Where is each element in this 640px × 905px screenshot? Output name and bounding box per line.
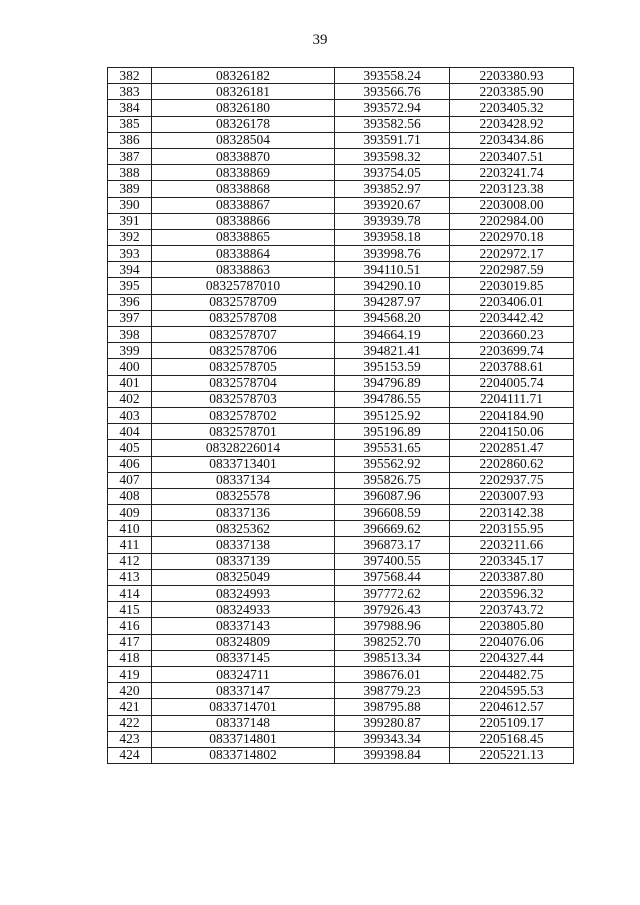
table-row xyxy=(108,262,574,278)
point-number-cell: 423 xyxy=(108,731,152,747)
point-id-cell: 08326182 xyxy=(152,68,335,84)
point-number-cell: 404 xyxy=(108,424,152,440)
point-id-cell: 08328504 xyxy=(152,132,335,148)
x-coordinate-cell: 395826.75 xyxy=(335,472,450,488)
x-coordinate-cell: 399343.34 xyxy=(335,731,450,747)
point-id-cell: 08324993 xyxy=(152,586,335,602)
y-coordinate-cell: 2203805.80 xyxy=(450,618,574,634)
point-number-cell: 399 xyxy=(108,343,152,359)
x-coordinate-cell: 393566.76 xyxy=(335,84,450,100)
point-number-cell: 417 xyxy=(108,634,152,650)
point-number-cell: 396 xyxy=(108,294,152,310)
point-id-cell: 08325578 xyxy=(152,488,335,504)
page-number: 39 xyxy=(312,32,328,48)
table-row xyxy=(108,569,574,585)
x-coordinate-cell: 394796.89 xyxy=(335,375,450,391)
y-coordinate-cell: 2204005.74 xyxy=(450,375,574,391)
point-number-cell: 394 xyxy=(108,262,152,278)
y-coordinate-cell: 2203380.93 xyxy=(450,68,574,84)
point-id-cell: 08338867 xyxy=(152,197,335,213)
y-coordinate-cell: 2204482.75 xyxy=(450,666,574,682)
point-id-cell: 08325787010 xyxy=(152,278,335,294)
x-coordinate-cell: 399398.84 xyxy=(335,747,450,763)
table-row xyxy=(108,213,574,229)
x-coordinate-cell: 397926.43 xyxy=(335,602,450,618)
table-row xyxy=(108,715,574,731)
point-number-cell: 415 xyxy=(108,602,152,618)
point-number-cell: 412 xyxy=(108,553,152,569)
point-number-cell: 398 xyxy=(108,327,152,343)
point-id-cell: 0832578708 xyxy=(152,310,335,326)
point-number-cell: 392 xyxy=(108,229,152,245)
point-number-cell: 389 xyxy=(108,181,152,197)
point-id-cell: 08337134 xyxy=(152,472,335,488)
point-number-cell: 402 xyxy=(108,391,152,407)
x-coordinate-cell: 393939.78 xyxy=(335,213,450,229)
point-id-cell: 0832578705 xyxy=(152,359,335,375)
y-coordinate-cell: 2202851.47 xyxy=(450,440,574,456)
y-coordinate-cell: 2203788.61 xyxy=(450,359,574,375)
point-id-cell: 08324933 xyxy=(152,602,335,618)
table-row xyxy=(108,634,574,650)
point-number-cell: 383 xyxy=(108,84,152,100)
point-id-cell: 08326181 xyxy=(152,84,335,100)
table-row xyxy=(108,116,574,132)
x-coordinate-cell: 398676.01 xyxy=(335,666,450,682)
x-coordinate-cell: 394110.51 xyxy=(335,262,450,278)
x-coordinate-cell: 397772.62 xyxy=(335,586,450,602)
table-row xyxy=(108,84,574,100)
point-number-cell: 388 xyxy=(108,165,152,181)
point-number-cell: 409 xyxy=(108,505,152,521)
point-id-cell: 0832578709 xyxy=(152,294,335,310)
table-row xyxy=(108,440,574,456)
x-coordinate-cell: 394786.55 xyxy=(335,391,450,407)
point-id-cell: 08338866 xyxy=(152,213,335,229)
x-coordinate-cell: 397988.96 xyxy=(335,618,450,634)
table-row xyxy=(108,666,574,682)
point-id-cell: 08337148 xyxy=(152,715,335,731)
point-number-cell: 410 xyxy=(108,521,152,537)
point-number-cell: 400 xyxy=(108,359,152,375)
table-row xyxy=(108,327,574,343)
y-coordinate-cell: 2204184.90 xyxy=(450,407,574,423)
table-row xyxy=(108,602,574,618)
y-coordinate-cell: 2203241.74 xyxy=(450,165,574,181)
point-id-cell: 08326178 xyxy=(152,116,335,132)
point-id-cell: 08337143 xyxy=(152,618,335,634)
point-id-cell: 08338869 xyxy=(152,165,335,181)
y-coordinate-cell: 2204595.53 xyxy=(450,683,574,699)
point-id-cell: 0833714801 xyxy=(152,731,335,747)
point-id-cell: 08326180 xyxy=(152,100,335,116)
point-number-cell: 421 xyxy=(108,699,152,715)
point-id-cell: 0833714701 xyxy=(152,699,335,715)
table-row xyxy=(108,246,574,262)
y-coordinate-cell: 2202987.59 xyxy=(450,262,574,278)
x-coordinate-cell: 393754.05 xyxy=(335,165,450,181)
x-coordinate-cell: 394821.41 xyxy=(335,343,450,359)
x-coordinate-cell: 397400.55 xyxy=(335,553,450,569)
point-number-cell: 382 xyxy=(108,68,152,84)
table-row xyxy=(108,197,574,213)
y-coordinate-cell: 2203660.23 xyxy=(450,327,574,343)
point-id-cell: 08337138 xyxy=(152,537,335,553)
point-number-cell: 419 xyxy=(108,666,152,682)
table-row xyxy=(108,553,574,569)
point-id-cell: 08338863 xyxy=(152,262,335,278)
y-coordinate-cell: 2202970.18 xyxy=(450,229,574,245)
y-coordinate-cell: 2203405.32 xyxy=(450,100,574,116)
point-id-cell: 0832578703 xyxy=(152,391,335,407)
point-number-cell: 395 xyxy=(108,278,152,294)
point-number-cell: 408 xyxy=(108,488,152,504)
table-row xyxy=(108,456,574,472)
y-coordinate-cell: 2203142.38 xyxy=(450,505,574,521)
y-coordinate-cell: 2203406.01 xyxy=(450,294,574,310)
table-row xyxy=(108,278,574,294)
point-number-cell: 424 xyxy=(108,747,152,763)
table-row xyxy=(108,294,574,310)
table-row xyxy=(108,148,574,164)
point-number-cell: 411 xyxy=(108,537,152,553)
x-coordinate-cell: 393598.32 xyxy=(335,148,450,164)
point-number-cell: 405 xyxy=(108,440,152,456)
x-coordinate-cell: 398795.88 xyxy=(335,699,450,715)
point-number-cell: 403 xyxy=(108,407,152,423)
y-coordinate-cell: 2204327.44 xyxy=(450,650,574,666)
x-coordinate-cell: 398252.70 xyxy=(335,634,450,650)
y-coordinate-cell: 2204612.57 xyxy=(450,699,574,715)
point-number-cell: 390 xyxy=(108,197,152,213)
point-id-cell: 08338864 xyxy=(152,246,335,262)
point-number-cell: 418 xyxy=(108,650,152,666)
y-coordinate-cell: 2203387.80 xyxy=(450,569,574,585)
y-coordinate-cell: 2203442.42 xyxy=(450,310,574,326)
x-coordinate-cell: 398513.34 xyxy=(335,650,450,666)
y-coordinate-cell: 2205221.13 xyxy=(450,747,574,763)
point-number-cell: 385 xyxy=(108,116,152,132)
x-coordinate-cell: 399280.87 xyxy=(335,715,450,731)
point-number-cell: 391 xyxy=(108,213,152,229)
table-row xyxy=(108,747,574,763)
y-coordinate-cell: 2204111.71 xyxy=(450,391,574,407)
x-coordinate-cell: 398779.23 xyxy=(335,683,450,699)
table-row xyxy=(108,359,574,375)
point-id-cell: 0832578707 xyxy=(152,327,335,343)
x-coordinate-cell: 394664.19 xyxy=(335,327,450,343)
table-row xyxy=(108,181,574,197)
point-id-cell: 08338868 xyxy=(152,181,335,197)
x-coordinate-cell: 393852.97 xyxy=(335,181,450,197)
point-number-cell: 414 xyxy=(108,586,152,602)
x-coordinate-cell: 393920.67 xyxy=(335,197,450,213)
x-coordinate-cell: 395562.92 xyxy=(335,456,450,472)
point-id-cell: 0833713401 xyxy=(152,456,335,472)
y-coordinate-cell: 2202937.75 xyxy=(450,472,574,488)
y-coordinate-cell: 2204150.06 xyxy=(450,424,574,440)
x-coordinate-cell: 393998.76 xyxy=(335,246,450,262)
table-row xyxy=(108,424,574,440)
x-coordinate-cell: 393958.18 xyxy=(335,229,450,245)
point-id-cell: 0832578701 xyxy=(152,424,335,440)
y-coordinate-cell: 2204076.06 xyxy=(450,634,574,650)
point-id-cell: 08325362 xyxy=(152,521,335,537)
table-row xyxy=(108,537,574,553)
y-coordinate-cell: 2202972.17 xyxy=(450,246,574,262)
y-coordinate-cell: 2202860.62 xyxy=(450,456,574,472)
point-id-cell: 08337139 xyxy=(152,553,335,569)
y-coordinate-cell: 2205109.17 xyxy=(450,715,574,731)
y-coordinate-cell: 2203019.85 xyxy=(450,278,574,294)
point-id-cell: 0832578706 xyxy=(152,343,335,359)
point-id-cell: 0832578702 xyxy=(152,407,335,423)
point-number-cell: 393 xyxy=(108,246,152,262)
point-id-cell: 0832578704 xyxy=(152,375,335,391)
table-row xyxy=(108,586,574,602)
point-number-cell: 406 xyxy=(108,456,152,472)
point-id-cell: 08337136 xyxy=(152,505,335,521)
table-row xyxy=(108,391,574,407)
table-row xyxy=(108,343,574,359)
x-coordinate-cell: 396669.62 xyxy=(335,521,450,537)
point-number-cell: 387 xyxy=(108,148,152,164)
x-coordinate-cell: 394287.97 xyxy=(335,294,450,310)
table-row xyxy=(108,375,574,391)
x-coordinate-cell: 396873.17 xyxy=(335,537,450,553)
y-coordinate-cell: 2203407.51 xyxy=(450,148,574,164)
table-row xyxy=(108,650,574,666)
point-id-cell: 08324809 xyxy=(152,634,335,650)
x-coordinate-cell: 394290.10 xyxy=(335,278,450,294)
coordinates-table xyxy=(107,67,574,764)
table-row xyxy=(108,505,574,521)
y-coordinate-cell: 2202984.00 xyxy=(450,213,574,229)
y-coordinate-cell: 2203596.32 xyxy=(450,586,574,602)
y-coordinate-cell: 2203123.38 xyxy=(450,181,574,197)
point-id-cell: 08324711 xyxy=(152,666,335,682)
table-row xyxy=(108,100,574,116)
x-coordinate-cell: 393572.94 xyxy=(335,100,450,116)
point-number-cell: 384 xyxy=(108,100,152,116)
point-id-cell: 08337147 xyxy=(152,683,335,699)
coordinates-table-body xyxy=(108,68,574,764)
point-id-cell: 08338865 xyxy=(152,229,335,245)
point-number-cell: 386 xyxy=(108,132,152,148)
point-id-cell: 08328226014 xyxy=(152,440,335,456)
y-coordinate-cell: 2203743.72 xyxy=(450,602,574,618)
y-coordinate-cell: 2203428.92 xyxy=(450,116,574,132)
table-row xyxy=(108,731,574,747)
x-coordinate-cell: 393591.71 xyxy=(335,132,450,148)
table-row xyxy=(108,229,574,245)
x-coordinate-cell: 395531.65 xyxy=(335,440,450,456)
y-coordinate-cell: 2203699.74 xyxy=(450,343,574,359)
x-coordinate-cell: 396087.96 xyxy=(335,488,450,504)
x-coordinate-cell: 394568.20 xyxy=(335,310,450,326)
point-id-cell: 0833714802 xyxy=(152,747,335,763)
table-row xyxy=(108,683,574,699)
table-row xyxy=(108,521,574,537)
x-coordinate-cell: 397568.44 xyxy=(335,569,450,585)
point-number-cell: 397 xyxy=(108,310,152,326)
point-id-cell: 08325049 xyxy=(152,569,335,585)
point-number-cell: 422 xyxy=(108,715,152,731)
y-coordinate-cell: 2203345.17 xyxy=(450,553,574,569)
point-id-cell: 08338870 xyxy=(152,148,335,164)
table-row xyxy=(108,699,574,715)
point-number-cell: 420 xyxy=(108,683,152,699)
point-id-cell: 08337145 xyxy=(152,650,335,666)
table-row xyxy=(108,165,574,181)
point-number-cell: 413 xyxy=(108,569,152,585)
x-coordinate-cell: 393582.56 xyxy=(335,116,450,132)
table-row xyxy=(108,618,574,634)
point-number-cell: 407 xyxy=(108,472,152,488)
y-coordinate-cell: 2203211.66 xyxy=(450,537,574,553)
y-coordinate-cell: 2203008.00 xyxy=(450,197,574,213)
point-number-cell: 401 xyxy=(108,375,152,391)
x-coordinate-cell: 393558.24 xyxy=(335,68,450,84)
table-row xyxy=(108,472,574,488)
table-row xyxy=(108,407,574,423)
x-coordinate-cell: 395153.59 xyxy=(335,359,450,375)
x-coordinate-cell: 395196.89 xyxy=(335,424,450,440)
y-coordinate-cell: 2203385.90 xyxy=(450,84,574,100)
y-coordinate-cell: 2203155.95 xyxy=(450,521,574,537)
x-coordinate-cell: 395125.92 xyxy=(335,407,450,423)
x-coordinate-cell: 396608.59 xyxy=(335,505,450,521)
y-coordinate-cell: 2205168.45 xyxy=(450,731,574,747)
point-number-cell: 416 xyxy=(108,618,152,634)
table-row xyxy=(108,132,574,148)
table-row xyxy=(108,488,574,504)
table-row xyxy=(108,310,574,326)
y-coordinate-cell: 2203434.86 xyxy=(450,132,574,148)
table-row xyxy=(108,68,574,84)
y-coordinate-cell: 2203007.93 xyxy=(450,488,574,504)
